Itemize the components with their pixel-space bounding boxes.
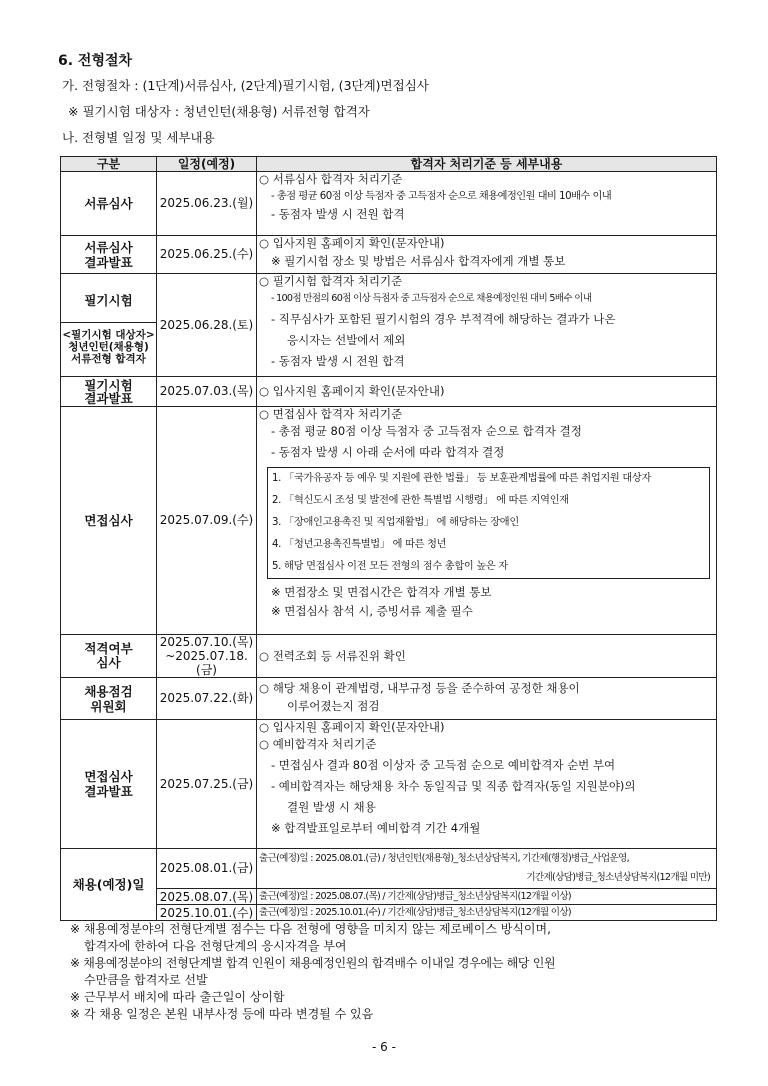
date-cell: 2025.06.28.(토) — [157, 274, 257, 377]
footnote: ※ 각 채용 일정은 본원 내부사정 등에 따라 변경될 수 있음 — [70, 1007, 374, 1021]
schedule-heading: 나. 전형별 일정 및 세부내용 — [62, 130, 215, 145]
date-cell: 2025.06.23.(월) — [157, 172, 257, 236]
table-header-row — [61, 157, 717, 172]
stage-label: 적격여부 — [84, 641, 133, 656]
detail-line: - 동점자 발생 시 전원 합격 — [271, 354, 405, 368]
detail-line: ○ 입사지원 홈페이지 확인(문자안내) — [259, 384, 445, 398]
stage-cell — [61, 720, 157, 849]
page-number: - 6 - — [372, 1040, 396, 1054]
details-cell — [257, 236, 717, 274]
detail-line: - 직무심사가 포함된 필기시험의 경우 부적격에 해당하는 결과가 나온 — [271, 312, 616, 326]
detail-line: ○ 전력조회 등 서류진위 확인 — [259, 648, 406, 663]
footnote: ※ 채용예정분야의 전형단계별 점수는 다음 전형에 영향을 미치지 않는 제로베이스 방식이며, — [70, 922, 551, 936]
detail-line: 출근(예정)일 : 2025.08.01.(금) / 청년인턴(채용형)_청소년상담복지, 기간제(행정)병급_사업운영, — [259, 853, 629, 864]
schedule-table — [60, 156, 717, 921]
table-row — [61, 635, 717, 678]
detail-line: 기간제(상담)병급_청소년상담복지(12개월 미만) — [526, 872, 710, 883]
details-cell — [257, 377, 717, 407]
table-row — [61, 236, 717, 274]
header-date: 일정(예정) — [157, 157, 257, 172]
table-row — [61, 720, 717, 849]
detail-line: ※ 합격발표일로부터 예비합격 기간 4개월 — [271, 821, 481, 835]
stage-cell: 채용(예정)일 — [61, 849, 157, 921]
detail-line: - 면접심사 결과 80점 이상자 중 고득점 순으로 예비합격자 순번 부여 — [271, 758, 616, 772]
detail-line: ※ 면접장소 및 면접시간은 합격자 개별 통보 — [271, 585, 492, 599]
detail-line: ○ 입사지원 홈페이지 확인(문자안내) — [259, 720, 445, 734]
detail-line: ※ 필기시험 장소 및 방법은 서류심사 합격자에게 개별 통보 — [271, 254, 566, 268]
detail-line: - 동점자 발생 시 전원 합격 — [271, 207, 405, 221]
table-row — [61, 678, 717, 720]
stage-label: 결과발표 — [84, 390, 133, 406]
detail-line: 응시자는 선발에서 제외 — [287, 333, 406, 347]
table-row — [61, 274, 717, 377]
details-cell — [257, 274, 717, 377]
sublabel-line: 서류전형 합격자 — [71, 352, 146, 365]
stage-cell — [61, 274, 157, 377]
detail-line: ○ 입사지원 홈페이지 확인(문자안내) — [259, 236, 445, 250]
tiebreak-item: 2. 「혁신도시 조성 및 발전에 관한 특별법 시행령」 에 따른 지역인재 — [272, 495, 569, 506]
table-row — [61, 407, 717, 635]
date-cell: 2025.06.25.(수) — [157, 236, 257, 274]
date-cell: 2025.07.22.(화) — [157, 678, 257, 720]
stage-label: 결과발표 — [84, 254, 133, 270]
stage-label: 채용점검 — [84, 683, 133, 699]
detail-line: 결원 발생 시 채용 — [287, 800, 376, 814]
process-line: 가. 전형절차 : (1단계)서류심사, (2단계)필기시험, (3단계)면접심사 — [62, 78, 429, 93]
footnote-continued: 합격자에 한하여 다음 전형단계의 응시자격을 부여 — [84, 939, 347, 953]
detail-line: ○ 서류심사 합격자 처리기준 — [259, 172, 403, 186]
header-stage: 구분 — [61, 157, 157, 172]
table-row — [61, 905, 717, 921]
tiebreak-box — [267, 467, 710, 579]
stage-cell: 서류심사 — [61, 172, 157, 236]
date-line: ~2025.07.18.(금) — [165, 649, 248, 677]
detail-line: - 예비합격자는 해당채용 차수 동일직급 및 직종 합격자(동일 지원분야)의 — [271, 779, 636, 793]
date-cell: 2025.07.25.(금) — [157, 720, 257, 849]
date-cell — [157, 635, 257, 678]
written-exam-target-note: ※ 필기시험 대상자 : 청년인턴(채용형) 서류전형 합격자 — [68, 104, 370, 119]
date-cell: 2025.07.09.(수) — [157, 407, 257, 635]
stage-cell — [61, 236, 157, 274]
date-cell: 2025.08.01.(금) — [157, 849, 257, 889]
stage-label: 결과발표 — [84, 784, 133, 799]
sublabel-line: 청년인턴(채용형) — [68, 340, 149, 353]
detail-line: ○ 면접심사 합격자 처리기준 — [259, 407, 403, 421]
date-cell: 2025.10.01.(수) — [157, 905, 257, 921]
tiebreak-item: 1. 「국가유공자 등 예우 및 지원에 관한 법률」 등 보훈관계법률에 따른 취업지원 대상자 — [272, 473, 652, 484]
stage-label: 서류심사 — [84, 239, 133, 255]
detail-line: - 동점자 발생 시 아래 순서에 따라 합격자 결정 — [271, 445, 505, 459]
footnote: ※ 채용예정분야의 전형단계별 합격 인원이 채용예정인원의 합격배수 이내일 경우에는 해당 인원 — [70, 956, 556, 970]
detail-line: ○ 필기시험 합격자 처리기준 — [259, 274, 403, 288]
table-row — [61, 889, 717, 905]
stage-cell: 면접심사 — [61, 407, 157, 635]
details-cell — [257, 889, 717, 905]
details-cell — [257, 635, 717, 678]
footnote: ※ 근무부서 배치에 따라 출근일이 상이함 — [70, 990, 285, 1004]
date-cell: 2025.08.07.(목) — [157, 889, 257, 905]
stage-label: 위원회 — [90, 698, 127, 714]
detail-line: - 총점 평균 60점 이상 득점자 중 고득점자 순으로 채용예정인원 대비 10배수 이내 — [271, 191, 612, 202]
detail-line: 이루어졌는지 점검 — [287, 699, 380, 713]
date-cell: 2025.07.03.(목) — [157, 377, 257, 407]
stage-cell — [61, 678, 157, 720]
section-title: 6. 전형절차 — [58, 53, 133, 69]
details-cell — [257, 172, 717, 236]
sublabel-line: <필기시험 대상자> — [62, 328, 155, 341]
table-row — [61, 849, 717, 889]
table-row — [61, 172, 717, 236]
stage-label: 필기시험 — [61, 280, 156, 323]
table-row — [61, 377, 717, 407]
stage-cell — [61, 377, 157, 407]
footnotes — [70, 921, 720, 1023]
detail-line: - 100점 만점의 60점 이상 득점자 중 고득점자 순으로 채용예정인원 대비 5배수 이내 — [271, 293, 592, 304]
date-line: 2025.07.10.(목) — [159, 635, 254, 649]
detail-line: ※ 면접심사 참석 시, 증빙서류 제출 필수 — [271, 604, 473, 618]
footnote-continued: 수만큼을 합격자로 선발 — [84, 973, 208, 987]
detail-line: 출근(예정)일 : 2025.10.01.(수) / 기간제(상담)병급_청소년상담복지(12개월 이상) — [259, 906, 571, 918]
tiebreak-item: 3. 「장애인고용촉진 및 직업재활법」 에 해당하는 장애인 — [272, 517, 519, 528]
stage-label: 심사 — [96, 655, 121, 670]
detail-line: - 총점 평균 80점 이상 득점자 중 고득점자 순으로 합격자 결정 — [271, 424, 582, 438]
stage-label: 필기시험 — [84, 377, 133, 393]
details-cell — [257, 678, 717, 720]
stage-label: 면접심사 — [84, 769, 133, 784]
details-cell — [257, 720, 717, 849]
detail-line: ○ 해당 채용이 관계법령, 내부규정 등을 준수하여 공정한 채용이 — [259, 681, 580, 695]
details-cell — [257, 849, 717, 889]
tiebreak-item: 5. 해당 면접심사 이전 모든 전형의 점수 총합이 높은 자 — [272, 561, 508, 572]
details-cell — [257, 407, 717, 635]
stage-cell — [61, 635, 157, 678]
detail-line: ○ 예비합격자 처리기준 — [259, 737, 377, 751]
detail-line: 출근(예정)일 : 2025.08.07.(목) / 기간제(상담)병급_청소년상담복지(12개월 이상) — [259, 890, 571, 902]
details-cell — [257, 905, 717, 921]
tiebreak-item: 4. 「청년고용촉진특별법」 에 따른 청년 — [272, 539, 447, 550]
header-details: 합격자 처리기준 등 세부내용 — [257, 157, 717, 172]
stage-sublabel — [61, 323, 156, 371]
